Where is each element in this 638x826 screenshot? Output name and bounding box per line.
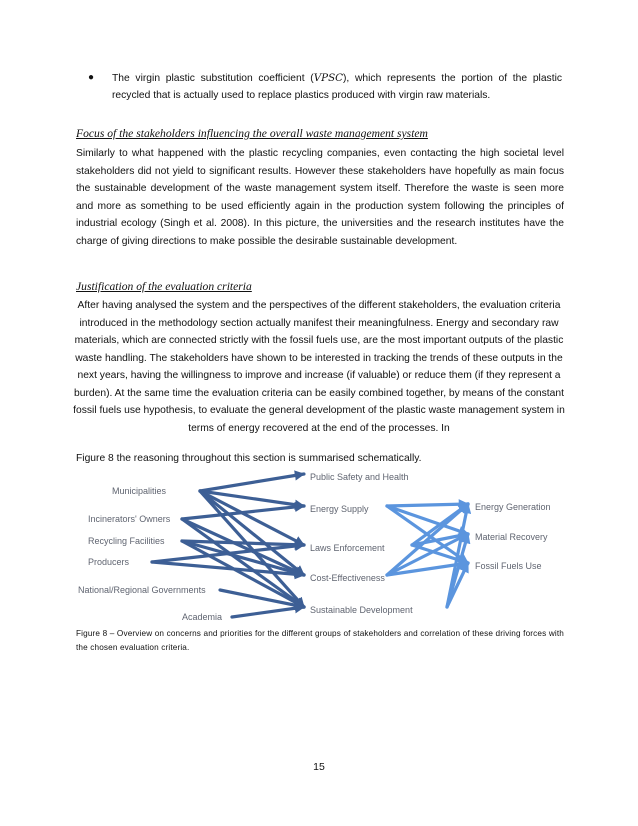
stakeholder-concern-arrow [182, 506, 304, 519]
stakeholder-municipalities-label: Municipalities [112, 486, 167, 496]
concern-criteria-arrow [387, 506, 468, 534]
concern-criteria-arrow [387, 504, 468, 506]
vpsc-variable: VPSC [313, 72, 343, 84]
section-heading-justification: Justification of the evaluation criteria [76, 280, 252, 293]
page-number: 15 [313, 761, 325, 773]
stakeholder-concern-arrow [182, 541, 304, 545]
concern-public-safety-label: Public Safety and Health [310, 472, 409, 482]
criteria-fossil-fuels-label: Fossil Fuels Use [475, 561, 542, 571]
stakeholder-diagram-svg [72, 467, 572, 627]
criteria-material-recovery-label: Material Recovery [475, 532, 548, 542]
stakeholder-governments-label: National/Regional Governments [78, 585, 206, 595]
stakeholder-diagram [72, 467, 572, 627]
stakeholder-incinerators-label: Incinerators' Owners [88, 514, 171, 524]
concern-cost-effectiveness-label: Cost-Effectiveness [310, 573, 385, 583]
concern-sustainable-development-label: Sustainable Development [310, 605, 413, 615]
bullet-text [112, 70, 562, 104]
criteria-energy-generation-label: Energy Generation [475, 502, 551, 512]
paragraph-stakeholders: Similarly to what happened with the plastic recycling companies, even contacting the high societal level stakeholders did not yield to significant results. However these stakeholders have hopefully as main focus the sustainable development of the waste management system itself. Therefore the waste is seen more and more as something to be used efficiently again in the production system following the principles of industrial ecology (Singh et al. 2008). In this picture, the universities and the research institutes have the charge of giving directions to make possible the desirable sustainable development. [76, 148, 564, 247]
stakeholder-recycling-label: Recycling Facilities [88, 536, 165, 546]
stakeholder-concern-arrow [200, 474, 304, 491]
concern-energy-supply-label: Energy Supply [310, 504, 369, 514]
paragraph-justification: After having analysed the system and the perspectives of the different stakeholders, the evaluation criteria introduced in the methodology section actually manifest their meaningfulness. Energy and secondary raw materials, which are connected strictly with the fossil fuels use, are the most important outputs of the plastic waste handling. The stakeholders have shown to be interested in tracking the trends of these outputs in the next years, having the willingness to improve and increase (if valuable) or reduce them (if they represent a burden). At the same time the evaluation criteria can be easily combined together, by means of the constant fossil fuels use hypothesis, to evaluate the general development of the plastic waste management system in terms of energy recovered at the end of the processes. In [73, 300, 565, 434]
bullet-text-before: The virgin plastic substitution coefficient ( [112, 73, 314, 84]
concern-laws-enforcement-label: Laws Enforcement [310, 543, 385, 553]
bullet-text-after: ), which represents the portion of the plastic recycled that is actually used to replace plastics produced with virgin raw materials. [112, 73, 562, 101]
stakeholder-concern-arrow [152, 545, 304, 562]
bullet-marker: ● [88, 72, 95, 83]
figure-reference-line: Figure 8 the reasoning throughout this section is summarised schematically. [76, 453, 422, 464]
section-heading-stakeholders: Focus of the stakeholders influencing the overall waste management system [76, 127, 428, 140]
stakeholder-producers-label: Producers [88, 557, 130, 567]
stakeholder-concern-arrow [232, 607, 304, 617]
figure-caption: Figure 8 – Overview on concerns and priorities for the different groups of stakeholders and correlation of these driving forces with the chosen evaluation criteria. [76, 629, 564, 652]
stakeholder-academia-label: Academia [182, 612, 223, 622]
